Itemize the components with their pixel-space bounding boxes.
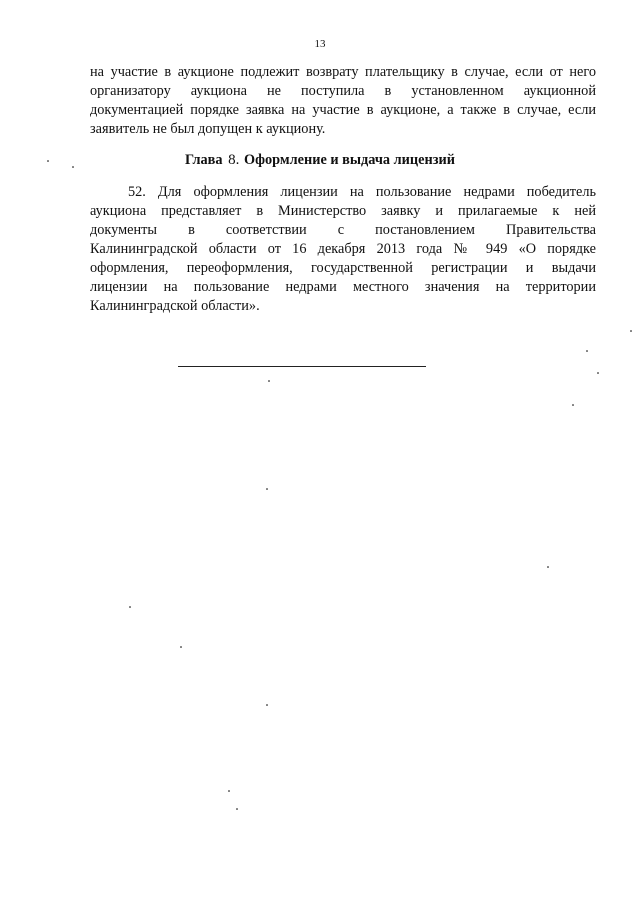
text-line: организатору аукциона не поступила в установленном аукционной bbox=[90, 83, 596, 99]
chapter-heading bbox=[0, 152, 640, 169]
page-number: 13 bbox=[314, 38, 326, 50]
text-line: документы в соответствии с постановлением Правительства bbox=[90, 222, 596, 238]
text-line: оформления, переоформления, государственной регистрации и выдачи bbox=[90, 260, 596, 276]
chapter-title: Оформление и выдача лицензий bbox=[243, 152, 455, 168]
scan-speck bbox=[268, 380, 270, 382]
text-line: 52. Для оформления лицензии на пользование недрами победитель bbox=[128, 184, 596, 200]
chapter-prefix: Глава bbox=[185, 152, 223, 168]
scan-speck bbox=[180, 646, 182, 648]
chapter-number: 8. bbox=[228, 152, 240, 168]
text-line: Калининградской области». bbox=[90, 298, 260, 314]
scan-speck bbox=[228, 790, 230, 792]
scan-speck bbox=[47, 160, 49, 162]
text-line: Калининградской области от 16 декабря 2013 года № 949 «О порядке bbox=[90, 241, 596, 257]
scan-speck bbox=[266, 704, 268, 706]
text-line: аукциона представляет в Министерство заявку и прилагаемые к ней bbox=[90, 203, 596, 219]
text-line: документацией порядке заявка на участие в аукционе, а также в случае, если bbox=[90, 102, 596, 118]
scan-speck bbox=[72, 166, 74, 168]
scan-speck bbox=[572, 404, 574, 406]
paragraph-52 bbox=[90, 183, 596, 316]
scan-speck bbox=[586, 350, 588, 352]
scan-speck bbox=[547, 566, 549, 568]
scan-speck bbox=[630, 330, 632, 332]
text-line: лицензии на пользование недрами местного значения на территории bbox=[90, 279, 596, 295]
scan-speck bbox=[597, 372, 599, 374]
scan-speck bbox=[266, 488, 268, 490]
scan-speck bbox=[236, 808, 238, 810]
scan-speck bbox=[129, 606, 131, 608]
text-line: на участие в аукционе подлежит возврату плательщику в случае, если от него bbox=[90, 64, 596, 80]
text-line: заявитель не был допущен к аукциону. bbox=[90, 121, 326, 137]
end-separator-line bbox=[178, 366, 426, 367]
paragraph-continued bbox=[90, 63, 596, 139]
